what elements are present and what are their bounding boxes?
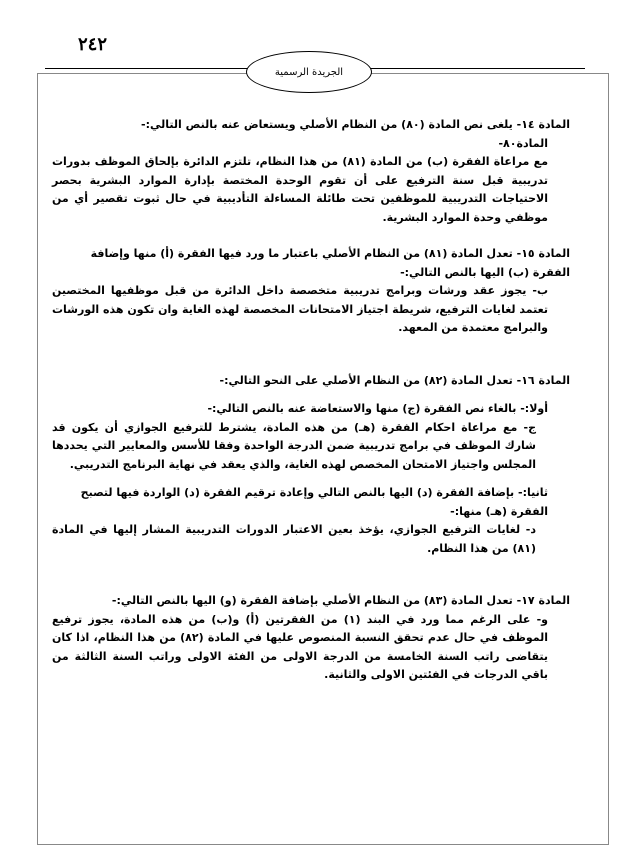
document-body bbox=[52, 116, 570, 685]
article-17-body: و- على الرغم مما ورد في البند (١) من الفقرتين (أ) و(ب) من هذه المادة، يجوز ترفيع الموظف في حال عدم تحقق النسبة المنصوص عليها في المادة (٨٢) من هذا النظام، اذا كان يتقاضى راتب السنة الخامسة من الدرجة الاولى من الفئة الاولى وراتب السنة الثالثة من باقي الدرجات في الفئتين الاولى والثانية. bbox=[52, 612, 549, 681]
article-16-second bbox=[52, 484, 570, 558]
article-14-label: المادة٨٠- bbox=[498, 136, 548, 150]
article-15-title: المادة ١٥- تعدل المادة (٨١) من النظام الأصلي باعتبار ما ورد فيها الفقرة (أ) منها وإضافة الفقرة (ب) اليها بالنص التالي:- bbox=[90, 247, 570, 279]
article-16-second-title: ثانيا:- بإضافة الفقرة (د) اليها بالنص التالي وإعادة ترقيم الفقرة (د) الواردة فيها لتصبح الفقرة (هـ) منها:- bbox=[80, 486, 548, 518]
article-15 bbox=[52, 245, 570, 338]
article-14 bbox=[52, 116, 570, 227]
article-16 bbox=[52, 372, 570, 559]
gazette-title-oval bbox=[246, 51, 372, 93]
article-15-body: ب- يجوز عقد ورشات وبرامج تدريبية متخصصة داخل الدائرة من قبل موظفيها المختصين تعتمد لغايات الترفيع، شريطة اجتياز الامتحانات المخصصة لهذه الغاية وان تكون هذه الورشات والبرامج معتمدة من المعهد. bbox=[52, 284, 548, 334]
page-number: ٢٤٢ bbox=[78, 34, 108, 55]
gazette-title: الجريدة الرسمية bbox=[274, 66, 344, 78]
article-16-first-body: ج- مع مراعاة احكام الفقرة (هـ) من هذه المادة، يشترط للترفيع الجوازي أن يكون قد شارك الموظف في برامج تدريبية ضمن الدرجة الواحدة وفقا للأسس والمعايير التي يحددها المجلس واجتياز الامتحان المخصص لهذه الغاية، والذي يعقد في نهاية البرنامج التدريبي. bbox=[52, 420, 536, 471]
article-17-title: المادة ١٧- تعدل المادة (٨٣) من النظام الأصلي بإضافة الفقرة (و) اليها بالنص التالي:- bbox=[111, 594, 570, 607]
article-17 bbox=[52, 592, 570, 685]
article-14-body: مع مراعاة الفقرة (ب) من المادة (٨١) من هذا النظام، تلتزم الدائرة بإلحاق الموظف بدورات تدريبية قبل سنة الترفيع على أن تقوم الوحدة المختصة بإدارة الموارد البشرية بحصر الاحتياجات التدريبية للموظفين تحت طائلة المساءلة التأديبية في حال ثبوت تقصير أي من موظفي وحدة الموارد البشرية. bbox=[52, 155, 549, 224]
article-16-first-title: أولا:- بالغاء نص الفقرة (ج) منها والاستعاضة عنه بالنص التالي:- bbox=[207, 402, 548, 415]
article-16-second-body: د- لغايات الترفيع الجوازي، يؤخذ بعين الاعتبار الدورات التدريبية المشار إليها في المادة (٨١) من هذا النظام. bbox=[52, 523, 536, 555]
article-16-first bbox=[52, 400, 570, 474]
article-16-title: المادة ١٦- تعدل المادة (٨٢) من النظام الأصلي على النحو التالي:- bbox=[219, 373, 570, 387]
article-14-title: المادة ١٤- يلغى نص المادة (٨٠) من النظام الأصلي ويستعاض عنه بالنص التالي:- bbox=[141, 118, 570, 131]
